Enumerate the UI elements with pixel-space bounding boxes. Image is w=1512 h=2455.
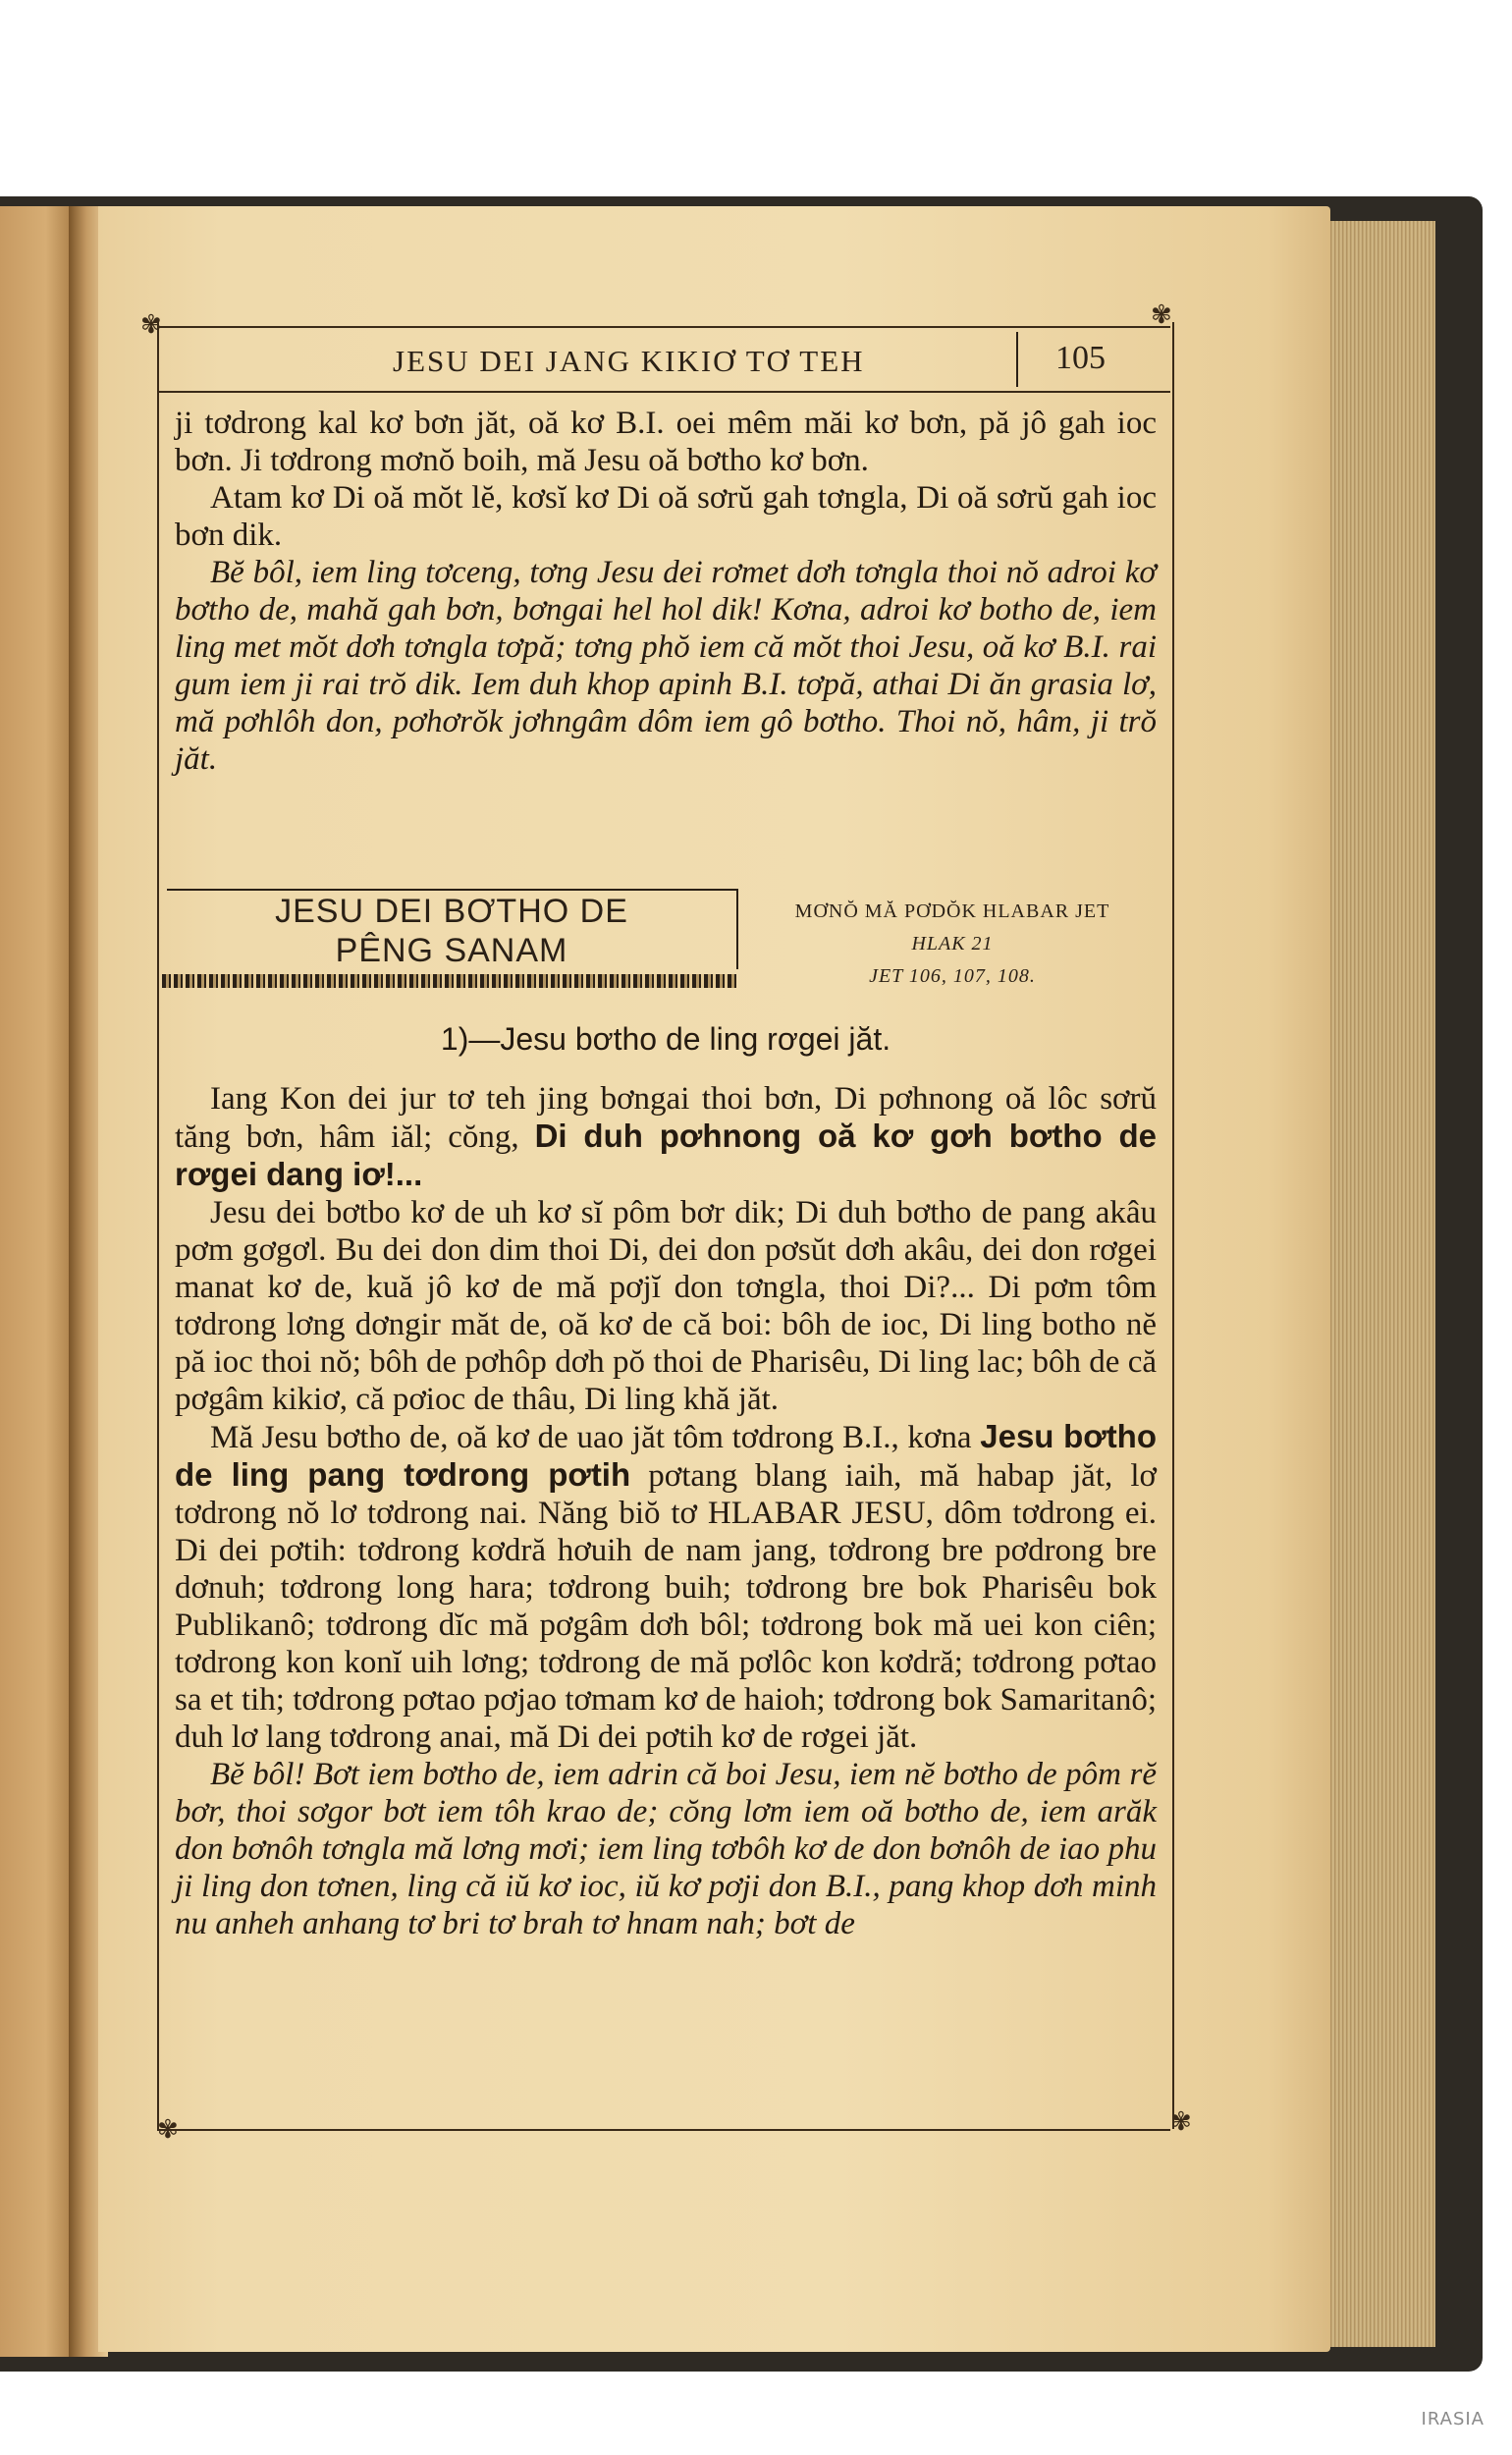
watermark: IRASIA: [1421, 2409, 1485, 2429]
passage-two: [175, 1080, 1157, 1942]
bold-text: Di duh pơhnong oă kơ gơh bơtho de rơgei dang iơ!...: [175, 1118, 1157, 1192]
flower-ornament-icon: ✾: [1151, 300, 1172, 330]
section-title-line: PÊNG SANAM: [335, 932, 568, 969]
flower-ornament-icon: ✾: [1170, 2107, 1192, 2137]
flower-ornament-icon: ✾: [140, 310, 162, 340]
header-divider: [1016, 332, 1018, 387]
scripture-reference: [756, 896, 1149, 993]
section-title-line: JESU DEI BƠTHO DE: [275, 893, 628, 930]
paragraph-text: pơtang blang iaih, mă habap jăt, lơ tơdrong nŏ lơ tơdrong nai. Năng biŏ tơ HLABAR JESU, dôm tơdrong ei. Di dei pơtih: tơdrong kơdră hơuih de nam jang, tơdrong bre pơdrong bre dơnuh; tơdrong long hara; tơdrong buih; tơdrong bre bok Pharisêu bok Publikanô; tơdrong dĭc mă pơgâm dơh bôl; tơdrong bok mă uei kon ciên; tơdrong kon konĭ uih lơng; tơdrong de mă pơlôc kon kơdră; tơdrong pơtao sa et tih; tơdrong pơtao pơjao tơmam kơ de haioh; tơdrong bok Samaritanô; duh lơ lang tơdrong anai, mă Di dei pơtih kơ de rơgei jăt.: [175, 1458, 1157, 1755]
left-page-edge: [0, 206, 77, 2357]
page-stack-edges: [1325, 221, 1435, 2347]
paragraph: [175, 1418, 1157, 1756]
bold-text: Jesu bơtho de ling pang tơdrong pơtih: [175, 1418, 1158, 1493]
section-title: [167, 892, 736, 970]
paragraph: Atam kơ Di oă mŏt lĕ, kơsĭ kơ Di oă sơrŭ gah tơngla, Di oă sơrŭ gah ioc bơn dik.: [175, 480, 1157, 553]
paragraph-text: Iang Kon dei jur tơ teh jing bơngai thoi bơn, Di pơhnong oă lôc sơrŭ tăng bơn, hâm iăl; cŏng,: [175, 1081, 1157, 1155]
top-rule: [157, 326, 1170, 328]
page-number: 105: [1055, 340, 1106, 376]
paragraph-text: Mă Jesu bơtho de, oă kơ de uao jăt tôm tơdrong B.I., kơna: [210, 1420, 972, 1455]
subheading: 1)—Jesu bơtho de ling rơgei jăt.: [440, 1021, 891, 1057]
paragraph-italic: Bĕ bôl, iem ling tơceng, tơng Jesu dei rơmet dơh tơngla thoi nŏ adroi kơ bơtho de, mahă gah bơn, bơngai hel hol dik! Kơna, adroi kơ botho de, iem ling met mŏt dơh tơngla tơpă; tơng phŏ iem că mŏt thoi Jesu, oă kơ B.I. rai gum iem ji rai trŏ dik. Iem duh khop apinh B.I. tơpă, athai Di ăn grasia lơ, mă pơhlôh don, pơhơrŏk jơhngâm dôm iem gô bơtho. Thoi nŏ, hâm, ji trŏ jăt.: [175, 555, 1157, 777]
reference-line: MƠNŎ MĂ PƠDŎK HLABAR JET: [794, 900, 1110, 922]
bottom-rule: [157, 2129, 1170, 2131]
paragraph-italic: Bĕ bôl! Bơt iem bơtho de, iem adrin că boi Jesu, iem nĕ bơtho de pôm rĕ bơr, thoi sơgor bơt iem tôh krao de; cŏng lơm iem oă bơtho de, iem arăk don bơnôh tơngla mă lơng mơi; iem ling tơbôh kơ de don bơnôh de iao phu ji ling don tơnen, ling că iŭ kơ ioc, iŭ kơ pơji don B.I., pang khop dơh minh nu anheh anhang tơ bri tơ brah tơ hnam nah; bơt de: [175, 1757, 1157, 1941]
flower-ornament-icon: ✾: [157, 2115, 179, 2145]
paragraph: [175, 1080, 1157, 1194]
reference-line: JET 106, 107, 108.: [869, 965, 1036, 987]
passage-one: [175, 405, 1157, 778]
running-title: JESU DEI JANG KIKIƠ TƠ TEH: [393, 344, 865, 378]
head-underline: [157, 391, 1170, 393]
paragraph: Jesu dei bơtbo kơ de uh kơ sĭ pôm bơr dik; Di duh bơtho de pang akâu pơm gơgơl. Bu dei don dim thoi Di, dei don pơsŭt dơh akâu, dei don rơgei manat kơ de, kuă jô kơ de mă pơjĭ don tơngla, thoi Di?... Di pơm tôm tơdrong lơng dơngir măt de, oă kơ de că boi: bôh de ioc, Di ling botho nĕ pă ioc thoi nŏ; bôh de pơhôp dơh pŏ thoi de Pharisêu, Di ling lac; bôh de că pơgâm kikiơ, că pơioc de thâu, Di ling khă jăt.: [175, 1195, 1157, 1417]
ornamental-border: [162, 974, 736, 988]
paragraph: ji tơdrong kal kơ bơn jăt, oă kơ B.I. oei mêm măi kơ bơn, pă jô gah ioc bơn. Ji tơdrong mơnŏ boih, mă Jesu oă bơtho kơ bơn.: [175, 406, 1157, 478]
reference-line: HLAK 21: [911, 933, 994, 955]
